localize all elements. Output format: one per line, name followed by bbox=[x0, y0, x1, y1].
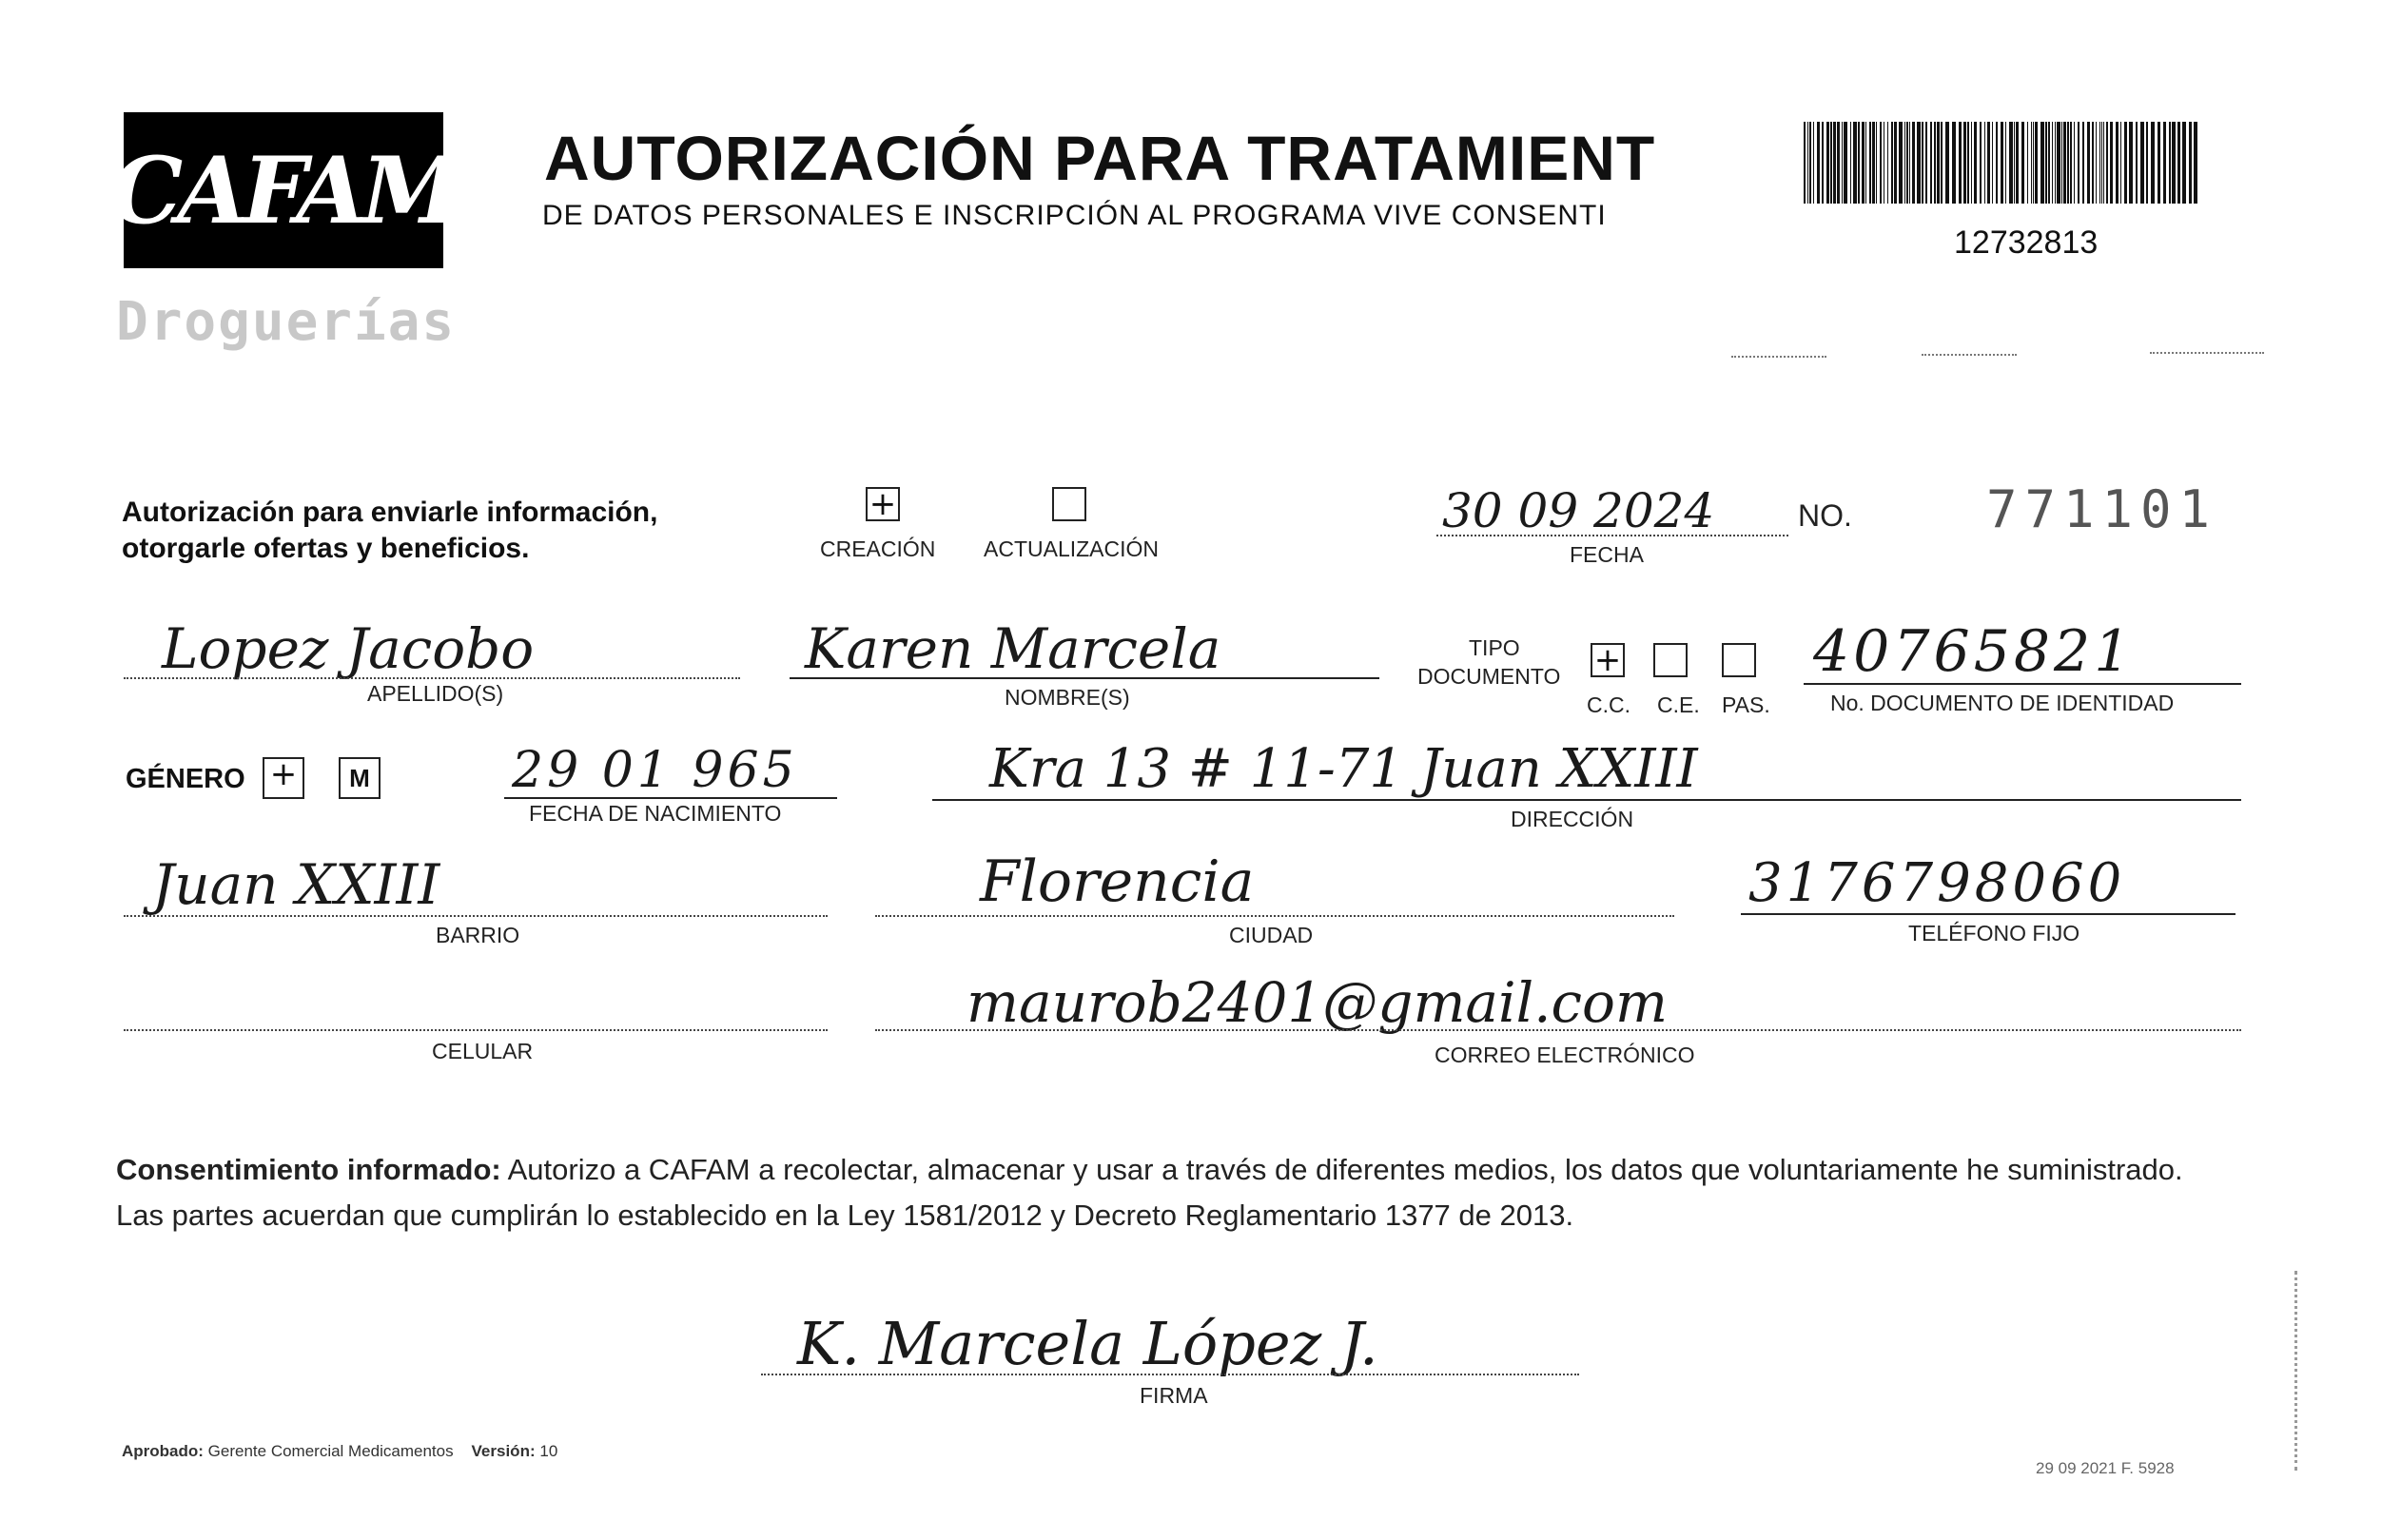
pas-checkbox[interactable] bbox=[1722, 643, 1756, 677]
barcode-bar bbox=[2061, 122, 2062, 204]
surnames-line bbox=[124, 677, 740, 679]
neighborhood-line bbox=[124, 915, 828, 917]
signature-line bbox=[761, 1374, 1579, 1375]
consent-text-2: Las partes acuerdan que cumplirán lo establecido en la Ley 1581/2012 y Decreto Reglamentario 1377 de 2013. bbox=[116, 1199, 1574, 1232]
phone-value: 3176798060 bbox=[1748, 852, 2126, 914]
consent-bold: Consentimiento informado: bbox=[116, 1153, 501, 1186]
form-subtitle: DE DATOS PERSONALES E INSCRIPCIÓN AL PROGRAMA VIVE CONSENTI bbox=[542, 200, 1607, 231]
barcode-bar bbox=[2163, 122, 2166, 204]
barcode-bar bbox=[2136, 122, 2138, 204]
barcode-bar bbox=[2124, 122, 2127, 204]
barcode-bar bbox=[1967, 122, 1969, 204]
barcode-bar bbox=[1872, 122, 1875, 204]
barcode-bar bbox=[2106, 122, 2108, 204]
dotted-rule bbox=[1731, 356, 1826, 358]
barcode-bar bbox=[2040, 122, 2044, 204]
consent-text-1: Autorizo a CAFAM a recolectar, almacenar y usar a través de diferentes medios, los datos que voluntariamente he suministrado. bbox=[500, 1153, 2183, 1186]
email-value: maurob2401@gmail.com bbox=[966, 970, 1668, 1035]
barcode-bar bbox=[1807, 122, 1808, 204]
barcode-bar bbox=[1837, 122, 1840, 204]
barcode-bar bbox=[1858, 122, 1860, 204]
barcode-bar bbox=[1941, 122, 1943, 204]
ce-label: C.E. bbox=[1657, 692, 1700, 717]
gender-f-checkbox[interactable]: + bbox=[263, 757, 304, 799]
barcode-bar bbox=[2099, 122, 2100, 204]
barcode-bar bbox=[2194, 122, 2197, 204]
barcode-bar bbox=[2078, 122, 2079, 204]
names-value: Karen Marcela bbox=[805, 616, 1221, 681]
barcode-bar bbox=[2027, 122, 2028, 204]
barcode-bar bbox=[2005, 122, 2006, 204]
barcode-bar bbox=[1959, 122, 1962, 204]
barcode-bar bbox=[1876, 122, 1877, 204]
barcode-bar bbox=[1934, 122, 1936, 204]
birth-date-line bbox=[504, 797, 837, 799]
barcode-bar bbox=[1904, 122, 1905, 204]
barcode-bar bbox=[1992, 122, 1993, 204]
barcode-bar bbox=[1853, 122, 1857, 204]
barcode-bar bbox=[1945, 122, 1949, 204]
surnames-value: Lopez Jacobo bbox=[162, 616, 535, 681]
barcode-bar bbox=[1952, 122, 1956, 204]
surnames-label: APELLIDO(S) bbox=[367, 681, 504, 706]
update-checkbox[interactable] bbox=[1052, 487, 1086, 521]
barcode-bar bbox=[1830, 122, 1832, 204]
barcode-bar bbox=[2177, 122, 2180, 204]
creation-label: CREACIÓN bbox=[820, 536, 936, 561]
address-value: Kra 13 # 11-71 Juan XXIII bbox=[989, 738, 1698, 800]
pas-label: PAS. bbox=[1722, 692, 1770, 717]
doc-type-label-1: TIPO bbox=[1469, 635, 1520, 660]
update-label: ACTUALIZACIÓN bbox=[984, 536, 1160, 561]
cafam-logo bbox=[109, 112, 458, 268]
form-number: 771101 bbox=[1986, 479, 2218, 539]
barcode-bar bbox=[1865, 122, 1866, 204]
edge-marks bbox=[2294, 1271, 2311, 1471]
barcode-bar bbox=[2063, 122, 2066, 204]
email-label: CORREO ELECTRÓNICO bbox=[1435, 1043, 1695, 1067]
consent-text bbox=[116, 1147, 2247, 1238]
cc-checkbox[interactable]: + bbox=[1591, 643, 1625, 677]
doc-type-label-2: DOCUMENTO bbox=[1417, 664, 1561, 689]
barcode-bar bbox=[1822, 122, 1824, 204]
form-title: AUTORIZACIÓN PARA TRATAMIENT bbox=[544, 123, 1656, 193]
barcode bbox=[1804, 122, 2197, 204]
ce-checkbox[interactable] bbox=[1653, 643, 1688, 677]
address-line bbox=[932, 799, 2241, 801]
doc-number-label: No. DOCUMENTO DE IDENTIDAD bbox=[1830, 691, 2175, 715]
barcode-bar bbox=[2157, 122, 2160, 204]
barcode-bar bbox=[1980, 122, 1982, 204]
names-label: NOMBRE(S) bbox=[1005, 685, 1130, 710]
signature-label: FIRMA bbox=[1140, 1383, 1208, 1408]
barcode-bar bbox=[1887, 122, 1888, 204]
barcode-bar bbox=[1842, 122, 1843, 204]
city-line bbox=[875, 915, 1674, 917]
barcode-bar bbox=[2116, 122, 2118, 204]
birth-date-label: FECHA DE NACIMIENTO bbox=[529, 801, 782, 826]
names-line bbox=[790, 677, 1379, 679]
barcode-bar bbox=[1894, 122, 1897, 204]
gender-m-checkbox[interactable]: M bbox=[339, 757, 381, 799]
barcode-bar bbox=[1844, 122, 1847, 204]
footer-approved: Aprobado: Gerente Comercial Medicamentos Versión: 10 bbox=[122, 1442, 558, 1460]
barcode-bar bbox=[1813, 122, 1814, 204]
barcode-bar bbox=[2035, 122, 2038, 204]
barcode-bar bbox=[2146, 122, 2148, 204]
cell-label: CELULAR bbox=[432, 1039, 534, 1063]
barcode-number: 12732813 bbox=[1954, 224, 2099, 261]
barcode-bar bbox=[2031, 122, 2032, 204]
authorization-label: Autorización para enviarle información, otorgarle ofertas y beneficios. bbox=[122, 497, 658, 564]
barcode-bar bbox=[2087, 122, 2090, 204]
address-label: DIRECCIÓN bbox=[1511, 807, 1634, 831]
barcode-bar bbox=[1899, 122, 1903, 204]
date-value: 30 09 2024 bbox=[1442, 483, 1715, 538]
barcode-bar bbox=[1917, 122, 1921, 204]
barcode-bar bbox=[1906, 122, 1908, 204]
barcode-bar bbox=[2055, 122, 2056, 204]
barcode-bar bbox=[2045, 122, 2047, 204]
number-label: NO. bbox=[1798, 498, 1852, 533]
barcode-bar bbox=[1804, 122, 1806, 204]
barcode-bar bbox=[1971, 122, 1972, 204]
dotted-rule bbox=[1922, 354, 2017, 356]
barcode-bar bbox=[1922, 122, 1923, 204]
barcode-bar bbox=[2101, 122, 2102, 204]
barcode-bar bbox=[2172, 122, 2176, 204]
gender-label: GÉNERO bbox=[126, 764, 245, 794]
phone-label: TELÉFONO FIJO bbox=[1908, 921, 2080, 945]
barcode-bar bbox=[1826, 122, 1829, 204]
barcode-bar bbox=[2033, 122, 2034, 204]
barcode-bar bbox=[2096, 122, 2097, 204]
barcode-bar bbox=[1869, 122, 1871, 204]
barcode-bar bbox=[2151, 122, 2155, 204]
signature-value: K. Marcela López J. bbox=[797, 1309, 1378, 1378]
logo-subtitle: Droguerías bbox=[116, 291, 457, 353]
barcode-bar bbox=[1817, 122, 1820, 204]
barcode-bar bbox=[2001, 122, 2003, 204]
barcode-bar bbox=[1809, 122, 1811, 204]
barcode-bar bbox=[1963, 122, 1966, 204]
doc-number-value: 40765821 bbox=[1813, 618, 2135, 685]
barcode-bar bbox=[1937, 122, 1940, 204]
footer-right: 29 09 2021 F. 5928 bbox=[2036, 1459, 2175, 1477]
barcode-bar bbox=[2052, 122, 2053, 204]
dotted-rule bbox=[2150, 352, 2264, 354]
barcode-bar bbox=[1930, 122, 1932, 204]
barcode-bar bbox=[2048, 122, 2050, 204]
barcode-bar bbox=[2057, 122, 2060, 204]
barcode-bar bbox=[2103, 122, 2104, 204]
barcode-bar bbox=[2140, 122, 2144, 204]
barcode-bar bbox=[2014, 122, 2015, 204]
phone-line bbox=[1741, 913, 2236, 915]
city-label: CIUDAD bbox=[1229, 923, 1314, 947]
barcode-bar bbox=[1996, 122, 1998, 204]
city-value: Florencia bbox=[980, 848, 1255, 915]
barcode-bar bbox=[1987, 122, 1990, 204]
barcode-bar bbox=[1909, 122, 1910, 204]
neighborhood-label: BARRIO bbox=[436, 923, 520, 947]
barcode-bar bbox=[2074, 122, 2075, 204]
barcode-bar bbox=[2009, 122, 2013, 204]
barcode-bar bbox=[2092, 122, 2094, 204]
date-label: FECHA bbox=[1570, 542, 1644, 567]
cc-label: C.C. bbox=[1587, 692, 1630, 717]
barcode-bar bbox=[2070, 122, 2072, 204]
barcode-bar bbox=[2189, 122, 2192, 204]
birth-date-value: 29 01 965 bbox=[512, 742, 798, 799]
barcode-bar bbox=[1984, 122, 1985, 204]
email-line bbox=[875, 1029, 2241, 1031]
barcode-bar bbox=[2067, 122, 2069, 204]
creation-checkbox[interactable]: + bbox=[866, 487, 900, 521]
barcode-bar bbox=[2016, 122, 2019, 204]
date-line bbox=[1436, 535, 1788, 536]
cell-line bbox=[124, 1029, 828, 1031]
barcode-bar bbox=[2182, 122, 2186, 204]
barcode-bar bbox=[2021, 122, 2024, 204]
doc-number-line bbox=[1804, 683, 2241, 685]
barcode-bar bbox=[2169, 122, 2171, 204]
neighborhood-value: Juan XXIII bbox=[152, 852, 440, 917]
barcode-bar bbox=[1925, 122, 1927, 204]
barcode-bar bbox=[1974, 122, 1977, 204]
barcode-bar bbox=[1862, 122, 1865, 204]
barcode-bar bbox=[1912, 122, 1915, 204]
barcode-bar bbox=[2129, 122, 2133, 204]
barcode-bar bbox=[1880, 122, 1882, 204]
barcode-bar bbox=[1833, 122, 1836, 204]
logo-text: CAFAM bbox=[109, 136, 458, 244]
barcode-bar bbox=[2110, 122, 2113, 204]
barcode-bar bbox=[2082, 122, 2084, 204]
barcode-bar bbox=[2120, 122, 2121, 204]
barcode-bar bbox=[1850, 122, 1851, 204]
barcode-bar bbox=[1891, 122, 1893, 204]
